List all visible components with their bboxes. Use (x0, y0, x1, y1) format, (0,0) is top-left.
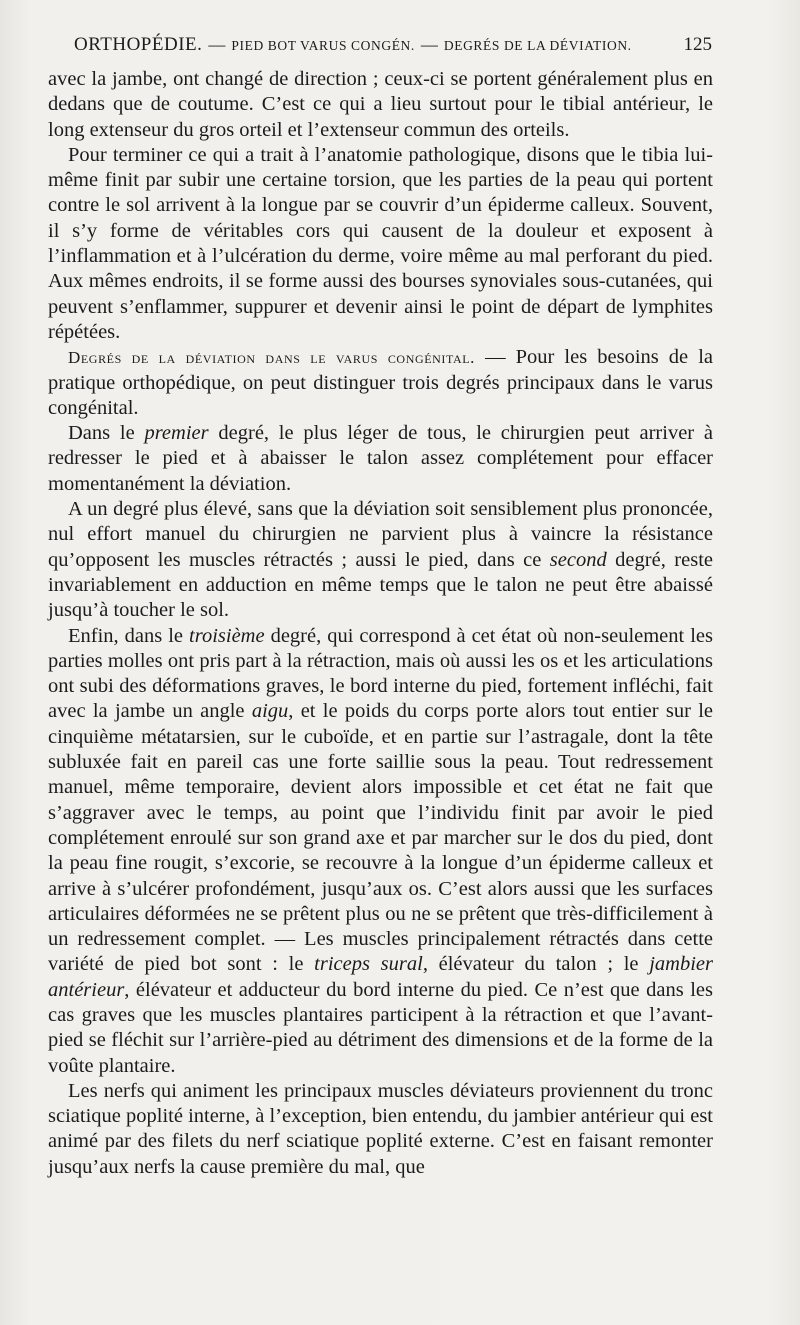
header-topic-2: DEGRÉS DE LA DÉVIATION. (443, 38, 632, 53)
body-text (48, 67, 713, 1180)
paragraph-text: — Pour les besoins de la pratique orthopédique, on peut distinguer trois degrés principaux dans le varus congénital. (48, 346, 714, 419)
paragraph-text: degré, le plus léger de tous, le chirurgien peut arriver à redresser le pied et à abaisser le talon assez complétement pour effacer momentanément la déviation. (48, 422, 713, 495)
emphasis: troisième (189, 624, 265, 647)
paragraph-pathology: Pour terminer ce qui a trait à l’anatomie pathologique, disons que le tibia lui-même finit par subir une certaine torsion, que les parties de la peau qui portent contre le sol arrivent à la longue par se couvrir d’un épiderme calleux. Souvent, il s’y forme de véritables cors qui causent de la douleur et exposent à l’inflammation et à l’ulcération du derme, voire même au mal perforant du pied. Aux mêmes endroits, il se forme aussi des bourses synoviales sous-cutanées, qui peuvent s’enflammer, suppurer et devenir ainsi le point de départ de lymphites répétées. (48, 143, 713, 343)
emphasis: second (549, 548, 607, 571)
header-title: ORTHOPÉDIE. (74, 34, 203, 55)
paragraph-text: , élévateur du talon ; le (422, 953, 650, 976)
emphasis: jambier antérieur (48, 953, 713, 1001)
paragraph-degrees-intro (48, 345, 713, 421)
paragraph-second-degree (48, 497, 713, 623)
emphasis: aigu (251, 700, 289, 723)
paragraph-text: Enfin, dans le (68, 624, 190, 647)
running-head (74, 34, 712, 62)
paragraph-nerves: Les nerfs qui animent les principaux muscles déviateurs proviennent du tronc sciatique poplité interne, à l’exception, bien entendu, du jambier antérieur qui est animé par des filets du nerf sciatique poplité externe. C’est en faisant remonter jusqu’aux nerfs la cause première du mal, que (48, 1079, 713, 1178)
header-dash-2: — (420, 35, 438, 54)
paragraph-third-degree (48, 624, 713, 1079)
paragraph-text: , élévateur et adducteur du bord interne du pied. Ce n’est que dans les cas graves que les muscles plantaires participent à la rétraction et que l’avant-pied se fléchit sur l’arrière-pied au détriment des dimensions et de la forme de la voûte plantaire. (48, 978, 713, 1077)
header-dash-1: — (208, 35, 226, 54)
header-topic-1: PIED BOT VARUS CONGÉN. (231, 38, 415, 53)
page-number: 125 (683, 34, 712, 55)
paragraph-text: , et le poids du corps porte alors tout entier sur le cinquième métatarsien, sur le cuboïde, et en partie sur l’astragale, dont la tête subluxée fait en pareil cas une forte saillie sous la peau. Tout redressement manuel, même temporaire, devient alors impossible et cet état ne fait que s’aggraver avec le temps, au point que l’individu finit par avoir le pied complétement enroulé sur son grand axe et par marcher sur le dos du pied, dont la peau fine rougit, s’excorie, se recouvre à la longue d’un épiderme calleux et arrive à s’ulcérer profondément, jusqu’aux os. C’est alors aussi que les surfaces articulaires déformées ne se prêtent plus ou ne se prêtent que très-difficilement à un redressement complet. — Les muscles principalement rétractés dans cette variété de pied bot sont : le (48, 700, 713, 976)
paragraph-continuation: avec la jambe, ont changé de direction ; ceux-ci se portent généralement plus en dedans que de coutume. C’est ce qui a lieu surtout pour le tibial antérieur, le long extenseur du gros orteil et l’extenseur commun des orteils. (48, 68, 713, 141)
paragraph-first-degree (48, 421, 713, 497)
emphasis: triceps sural (314, 953, 423, 976)
paragraph-text: degré, qui correspond à cet état où non-seulement les parties molles ont pris part à la rétraction, mais où aussi les os et les articulations ont subi des déformations graves, le bord interne du pied, fortement infléchi, fait avec la jambe un angle (48, 624, 713, 723)
emphasis: premier (144, 422, 209, 445)
paragraph-text: A un degré plus élevé, sans que la déviation soit sensiblement plus prononcée, nul effort manuel du chirurgien ne parvient plus à vaincre la résistance qu’opposent les muscles rétractés ; aussi le pied, dans ce (48, 498, 713, 571)
paragraph-text: Dans le (68, 422, 145, 445)
paragraph-text: degré, reste invariablement en adduction en même temps que le talon ne peut être abaissé jusqu’à toucher le sol. (48, 548, 713, 622)
section-heading: Degrés de la déviation dans le varus congénital. (68, 348, 476, 368)
